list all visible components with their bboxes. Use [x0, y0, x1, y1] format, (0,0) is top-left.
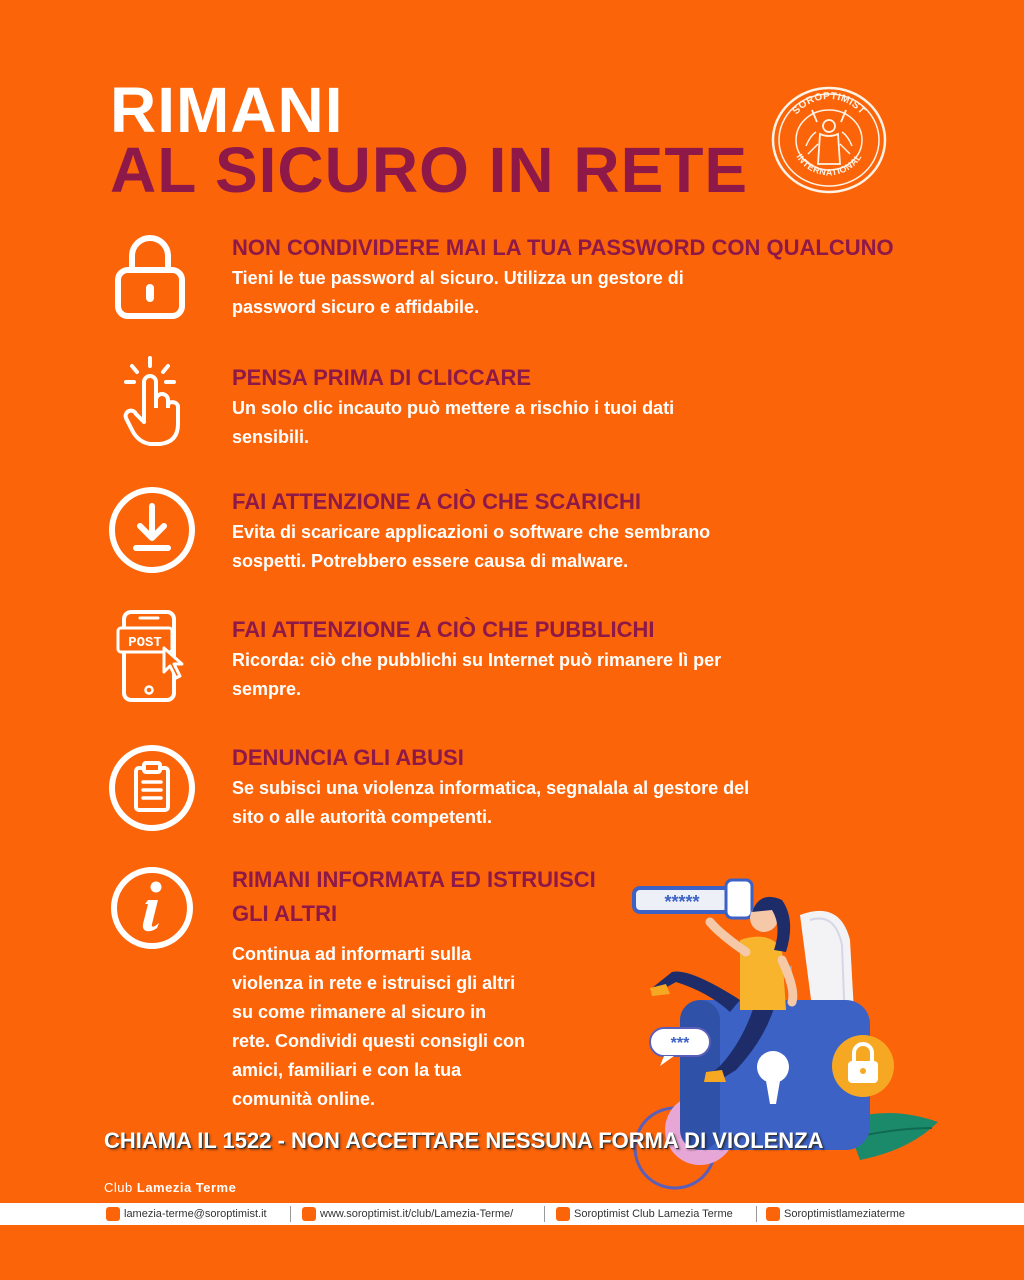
tip-2-title: PENSA PRIMA DI CLICCARE: [232, 365, 532, 390]
footer-divider: [290, 1206, 291, 1222]
logo-text-bottom: INTERNATIONAL: [794, 151, 864, 178]
tip-3-text-line-2: sospetti. Potrebbero essere causa di malware.: [232, 551, 629, 571]
tip-6-title-line-2: GLI ALTRI: [232, 901, 338, 926]
tip-6-title: [232, 866, 596, 928]
footer-facebook[interactable]: [556, 1206, 733, 1222]
club-city: Lamezia Terme: [136, 1180, 237, 1195]
tip-2-text: [232, 394, 674, 452]
tip-6-text-line-2: violenza in rete e istruisci gli altri: [232, 973, 516, 993]
tip-2-text-line-1: Un solo clic incauto può mettere a rischio i tuoi dati: [232, 398, 675, 418]
tip-5-text: [232, 774, 749, 832]
tip-1-text: [232, 264, 684, 322]
footer-website-text: www.soroptimist.it/club/Lamezia-Terme/: [320, 1208, 514, 1220]
tip-6-text-line-5: amici, familiari e con la tua: [232, 1060, 462, 1080]
tip-1-text-line-1: Tieni le tue password al sicuro. Utilizza un gestore di: [232, 268, 684, 288]
title-line-1: RIMANI: [110, 74, 344, 146]
tip-4-title: FAI ATTENZIONE A CIÒ CHE PUBBLICHI: [232, 617, 655, 642]
phone-post-icon: [102, 608, 202, 708]
tip-3-text: [232, 518, 710, 576]
tip-6-text-line-6: comunità online.: [232, 1089, 376, 1109]
tip-4-text: [232, 646, 721, 704]
tip-5-title: DENUNCIA GLI ABUSI: [232, 745, 464, 770]
tip-2-text-line-2: sensibili.: [232, 427, 310, 447]
click-hand-icon: [102, 352, 202, 452]
footer-divider: [756, 1206, 757, 1222]
instagram-icon: [766, 1207, 780, 1221]
email-icon: [106, 1207, 120, 1221]
bubble-mask: ***: [670, 1035, 690, 1052]
info-icon: [102, 862, 202, 962]
club-prefix: Club: [104, 1180, 133, 1195]
footer-instagram-text: Soroptimistlameziaterme: [784, 1208, 906, 1220]
title-line-2: AL SICURO IN RETE: [110, 134, 749, 206]
footer-instagram[interactable]: [766, 1206, 905, 1222]
tip-5-text-line-1: Se subisci una violenza informatica, segnalala al gestore del: [232, 778, 750, 798]
tip-6-text-line-4: rete. Condividi questi consigli con: [232, 1031, 526, 1051]
tip-6-text: [232, 940, 525, 1114]
club-name: [104, 1180, 236, 1195]
soroptimist-logo-icon: [770, 86, 888, 194]
tip-1-title: NON CONDIVIDERE MAI LA TUA PASSWORD CON QUALCUNO: [232, 235, 894, 260]
download-icon: [102, 480, 202, 580]
tip-3-title: FAI ATTENZIONE A CIÒ CHE SCARICHI: [232, 489, 642, 514]
tip-5-text-line-2: sito o alle autorità competenti.: [232, 807, 493, 827]
footer-email[interactable]: [106, 1206, 267, 1222]
footer-email-text: lamezia-terme@soroptimist.it: [124, 1208, 267, 1220]
contact-footer: [0, 1203, 1024, 1225]
tip-6-text-line-1: Continua ad informarti sulla: [232, 944, 472, 964]
footer-divider: [544, 1206, 545, 1222]
tip-1-text-line-2: password sicuro e affidabile.: [232, 297, 480, 317]
tip-3-text-line-1: Evita di scaricare applicazioni o software che sembrano: [232, 522, 711, 542]
lock-icon: [100, 228, 200, 328]
tip-6-text-line-3: su come rimanere al sicuro in: [232, 1002, 487, 1022]
clipboard-icon: [102, 738, 202, 838]
post-label: POST: [128, 635, 162, 651]
footer-website[interactable]: [302, 1206, 513, 1222]
tip-6-title-line-1: RIMANI INFORMATA ED ISTRUISCI: [232, 867, 596, 892]
web-icon: [302, 1207, 316, 1221]
hotline-banner: CHIAMA IL 1522 - NON ACCETTARE NESSUNA FORMA DI VIOLENZA: [104, 1128, 824, 1153]
tip-4-text-line-2: sempre.: [232, 679, 302, 699]
tip-4-text-line-1: Ricorda: ciò che pubblichi su Internet può rimanere lì per: [232, 650, 722, 670]
logo-text-top: SOROPTIMIST: [790, 90, 868, 117]
password-mask: *****: [664, 892, 700, 912]
footer-facebook-text: Soroptimist Club Lamezia Terme: [574, 1208, 733, 1220]
facebook-icon: [556, 1207, 570, 1221]
